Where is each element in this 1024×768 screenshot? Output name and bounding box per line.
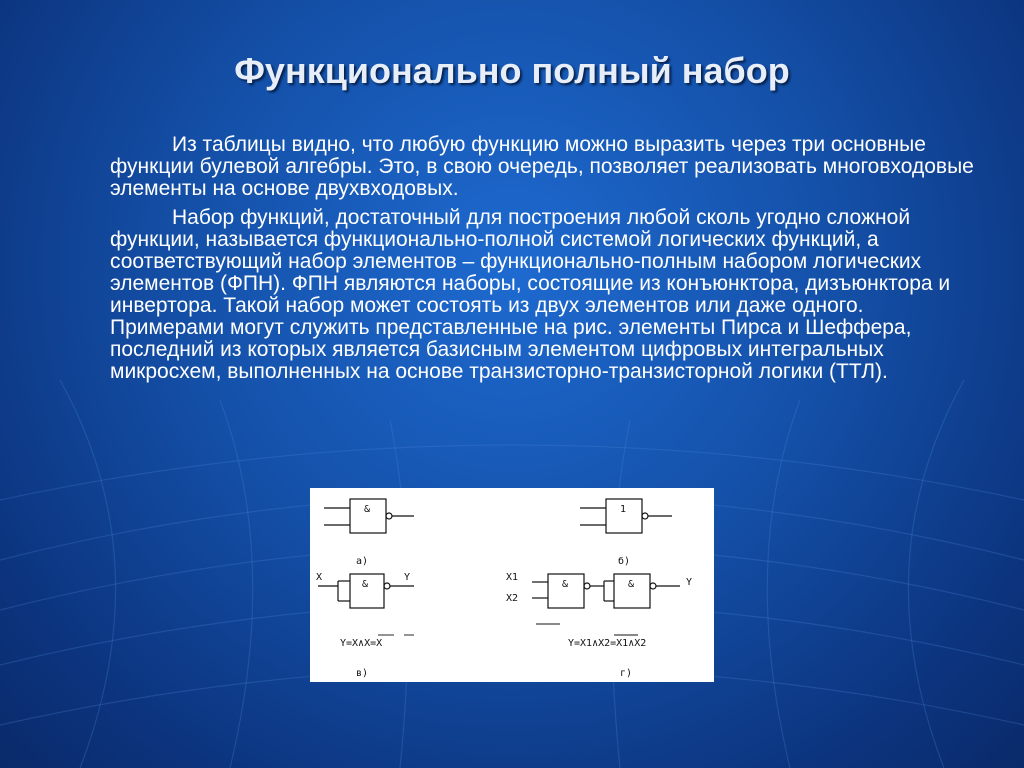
gate-g-caption: г) [620,668,633,679]
gate-b-caption: б) [618,556,631,567]
slide-title: Функционально полный набор [234,50,790,91]
gate-g-symbol-1: & [562,579,569,590]
gate-v-output: Y [404,572,411,583]
gate-g-formula: Y=X1∧X2=X1∧X2 [568,638,647,649]
logic-gates-figure [310,488,714,682]
gate-g-input-1: X1 [506,572,519,583]
gate-v-caption: в) [356,668,369,679]
paragraph-2: Набор функций, достаточный для построения любой сколь угодно сложной функции, называется функционально-полной системой логических функций, а соответствующий набор элементов – функционально-полным набором логических элементов (ФПН). ФПН являются наборы, состоящие из конъюнктора, дизъюнктора и инвертора. Такой набор может состоять из двух элементов или даже одного. Примерами могут служить представленные на рис. элементы Пирса и Шеффера, последний из которых является базисным элементом цифровых интегральных микросхем, выполненных на основе транзисторно-транзисторной логики (ТТЛ). [110,206,951,383]
logic-gates-diagram [310,488,714,682]
gate-g-input-2: X2 [506,593,519,604]
gate-v-input: X [316,572,323,583]
gate-g-symbol-2: & [628,579,635,590]
paragraph-1: Из таблицы видно, что любую функцию можно выразить через три основные функции булевой алгебры. Это, в свою очередь, позволяет реализовать многовходовые элементы на основе двухвходовых. [110,133,974,200]
gate-a-symbol: & [364,504,371,515]
gate-v-formula: Y=X∧X=X [340,638,383,649]
body-text [110,134,980,390]
gate-g-output: Y [686,577,693,588]
gate-a-caption: а) [356,556,369,567]
gate-g [532,574,680,608]
gate-b-symbol: 1 [620,504,627,515]
gate-v-symbol: & [362,579,369,590]
